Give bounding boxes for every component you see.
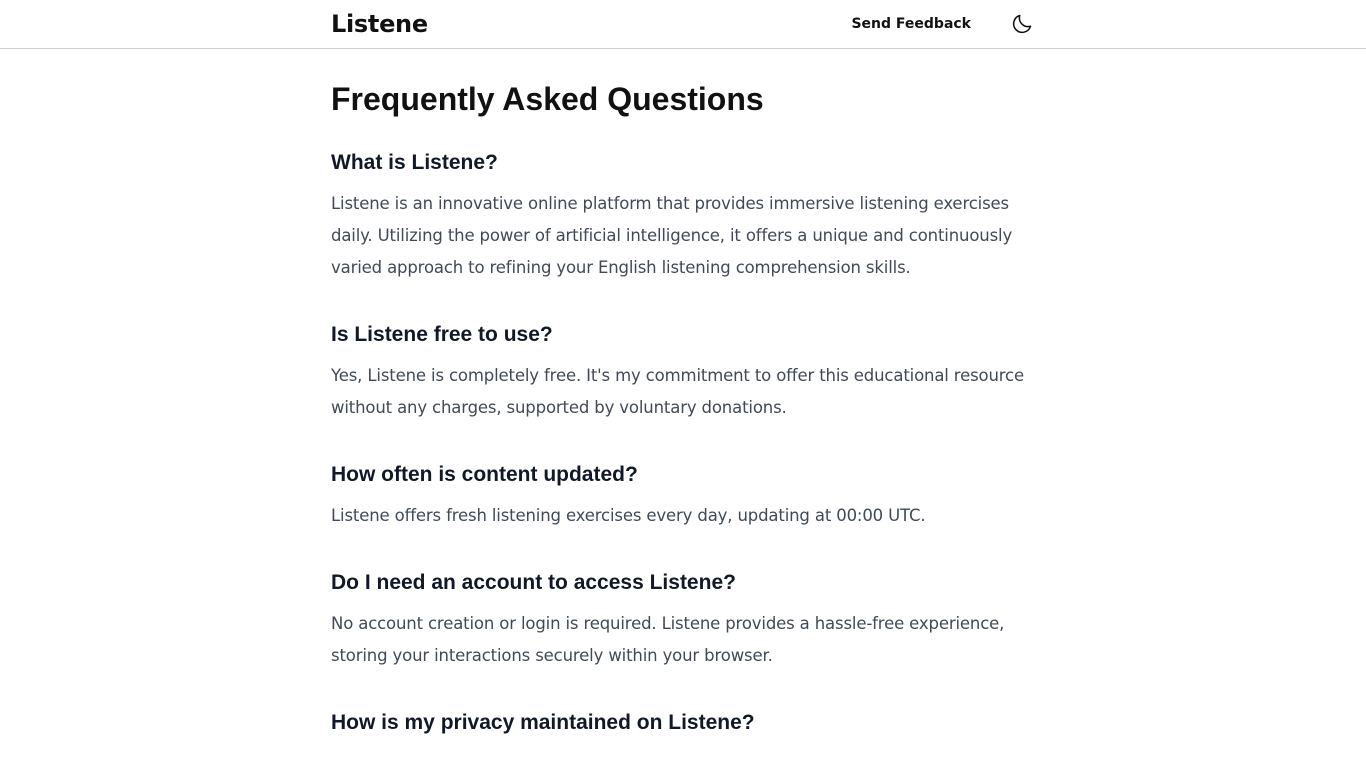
moon-icon [1010,12,1034,36]
theme-toggle-button[interactable] [1009,11,1035,37]
navbar-actions [851,11,1035,37]
navbar-inner [331,0,1035,48]
faq-answer: Yes, Listene is completely free. It's my commitment to offer this educational resource without any charges, supported by voluntary donations. [331,366,1024,417]
faq-answer: Listene offers fresh listening exercises every day, updating at 00:00 UTC. [331,506,926,525]
faq-question: Is Listene free to use? [331,323,553,346]
faq-answer: No account creation or login is required. Listene provides a hassle-free experience, storing your interactions securely within your browser. [331,614,1005,665]
faq-item [331,570,1035,672]
faq-question: What is Listene? [331,151,498,174]
faq-content [331,49,1035,736]
send-feedback-link[interactable]: Send Feedback [851,16,971,32]
faq-item [331,150,1035,284]
top-navbar [0,0,1366,49]
page-title: Frequently Asked Questions [331,81,764,117]
brand-logo[interactable]: Listene [331,10,428,38]
faq-question: How is my privacy maintained on Listene? [331,711,755,734]
faq-answer: Listene is an innovative online platform that provides immersive listening exercises daily. Utilizing the power of artificial intelligence, it offers a unique and continuously varied approach to refining your English listening comprehension skills. [331,194,1013,277]
faq-question: How often is content updated? [331,463,638,486]
faq-item [331,710,1035,736]
faq-question: Do I need an account to access Listene? [331,571,736,594]
faq-item [331,322,1035,424]
faq-item [331,462,1035,532]
